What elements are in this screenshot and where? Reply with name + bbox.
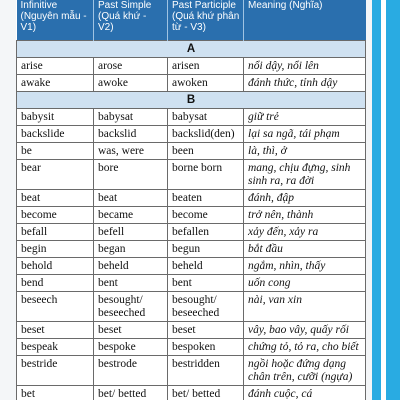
past-simple-cell: besought/ beseeched [94,292,168,322]
header-past-participle: Past Participle (Quá khứ phân từ - V3) [168,0,244,41]
table-row [17,258,366,275]
past-simple-cell: bespoke [94,339,168,356]
table-row [17,126,366,143]
meaning-cell: giữ trẻ [244,109,366,126]
infinitive-cell: awake [17,75,94,92]
meaning-cell: nài, van xin [244,292,366,322]
header-row [17,0,366,41]
infinitive-cell: be [17,143,94,160]
infinitive-cell: bend [17,275,94,292]
meaning-cell: uốn cong [244,275,366,292]
past-simple-cell: began [94,241,168,258]
section-header-row [17,41,366,58]
meaning-cell: ngắm, nhìn, thấy [244,258,366,275]
meaning-cell: xảy đến, xảy ra [244,224,366,241]
infinitive-cell: bestride [17,356,94,386]
infinitive-cell: behold [17,258,94,275]
table-row [17,109,366,126]
past-simple-cell: became [94,207,168,224]
past-participle-cell: become [168,207,244,224]
infinitive-cell: bespeak [17,339,94,356]
meaning-cell: là, thì, ở [244,143,366,160]
past-participle-cell: been [168,143,244,160]
infinitive-cell: become [17,207,94,224]
irregular-verbs-table [16,0,366,400]
meaning-cell: đánh, đập [244,190,366,207]
meaning-cell: vây, bao vây, quấy rối [244,322,366,339]
infinitive-cell: beseech [17,292,94,322]
meaning-cell: trở nên, thành [244,207,366,224]
section-header-row [17,92,366,109]
table-row [17,160,366,190]
table-row [17,58,366,75]
table-row [17,292,366,322]
infinitive-cell: arise [17,58,94,75]
past-simple-cell: beheld [94,258,168,275]
meaning-cell: đánh cuộc, cá [244,386,366,400]
past-simple-cell: babysat [94,109,168,126]
table-row [17,322,366,339]
table-row [17,275,366,292]
past-simple-cell: bore [94,160,168,190]
past-participle-cell: besought/ beseeched [168,292,244,322]
table-row [17,143,366,160]
infinitive-cell: backslide [17,126,94,143]
header-past-simple: Past Simple (Quá khứ - V2) [94,0,168,41]
past-participle-cell: befallen [168,224,244,241]
meaning-cell: bắt đầu [244,241,366,258]
meaning-cell: chứng tỏ, tỏ ra, cho biết [244,339,366,356]
table-row [17,190,366,207]
section-letter: A [17,41,366,58]
past-simple-cell: bet/ betted [94,386,168,400]
past-simple-cell: bent [94,275,168,292]
past-participle-cell: begun [168,241,244,258]
table-row [17,339,366,356]
past-simple-cell: backslid [94,126,168,143]
side-stripe-line [381,0,386,400]
infinitive-cell: bet [17,386,94,400]
past-participle-cell: awoken [168,75,244,92]
past-participle-cell: bet/ betted [168,386,244,400]
past-simple-cell: was, were [94,143,168,160]
past-simple-cell: beset [94,322,168,339]
table-body [17,41,366,400]
past-simple-cell: beat [94,190,168,207]
meaning-cell: mang, chịu đựng, sinh sinh ra, ra đời [244,160,366,190]
past-simple-cell: arose [94,58,168,75]
header-infinitive: Infinitive (Nguyên mẫu - V1) [17,0,94,41]
past-participle-cell: bespoken [168,339,244,356]
table-row [17,224,366,241]
infinitive-cell: begin [17,241,94,258]
past-participle-cell: arisen [168,58,244,75]
past-participle-cell: bent [168,275,244,292]
past-simple-cell: awoke [94,75,168,92]
past-participle-cell: beheld [168,258,244,275]
past-participle-cell: babysat [168,109,244,126]
past-participle-cell: beaten [168,190,244,207]
infinitive-cell: babysit [17,109,94,126]
past-participle-cell: beset [168,322,244,339]
infinitive-cell: befall [17,224,94,241]
infinitive-cell: beat [17,190,94,207]
side-stripe-decoration [372,0,400,400]
table-row [17,207,366,224]
infinitive-cell: beset [17,322,94,339]
table-row [17,75,366,92]
meaning-cell: ngồi hoặc đứng dạng chân trên, cưỡi (ngựa) [244,356,366,386]
past-participle-cell: bestridden [168,356,244,386]
section-letter: B [17,92,366,109]
table-row [17,356,366,386]
past-simple-cell: bestrode [94,356,168,386]
meaning-cell: đánh thức, tỉnh dậy [244,75,366,92]
header-meaning: Meaning (Nghĩa) [244,0,366,41]
table-row [17,241,366,258]
past-simple-cell: befell [94,224,168,241]
infinitive-cell: bear [17,160,94,190]
meaning-cell: lại sa ngã, tái phạm [244,126,366,143]
meaning-cell: nổi dậy, nổi lên [244,58,366,75]
past-participle-cell: backslid(den) [168,126,244,143]
table-row [17,386,366,400]
past-participle-cell: borne born [168,160,244,190]
